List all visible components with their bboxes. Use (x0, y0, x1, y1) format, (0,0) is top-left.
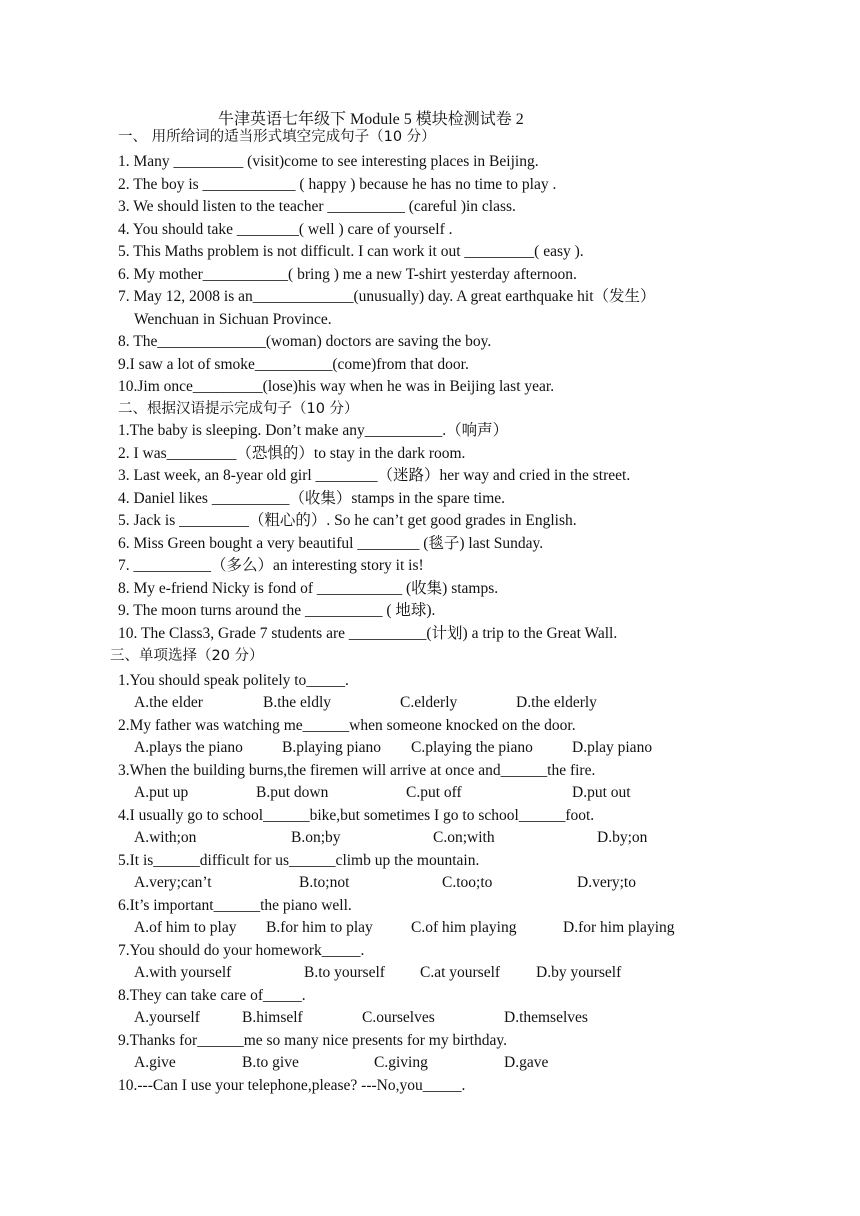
mc-question: 9.Thanks for______me so many nice presents for my birthday. (118, 1032, 507, 1049)
mc-option: D.play piano (572, 739, 653, 756)
mc-option: A.yourself (134, 1009, 200, 1026)
mc-option: B.for him to play (266, 919, 373, 936)
mc-option: B.the eldly (263, 694, 332, 711)
mc-option: D.themselves (504, 1009, 588, 1026)
mc-option: D.by yourself (536, 964, 622, 981)
mc-option: C.put off (406, 784, 462, 801)
mc-option: C.playing the piano (411, 739, 533, 756)
mc-option: A.with;on (134, 829, 197, 846)
mc-option: B.playing piano (282, 739, 382, 756)
mc-option: A.the elder (134, 694, 203, 711)
mc-option: D.very;to (577, 874, 636, 891)
mc-question: 10.---Can I use your telephone,please? ---No,you_____. (118, 1077, 466, 1094)
mc-option: A.very;can’t (134, 874, 212, 891)
section2-item: 9. The moon turns around the __________ ( 地球). (118, 602, 436, 619)
mc-option: C.on;with (433, 829, 495, 846)
section1-item: 3. We should listen to the teacher __________ (careful )in class. (118, 198, 516, 215)
section1-item: 10.Jim once_________(lose)his way when he was in Beijing last year. (118, 378, 555, 395)
section2-item: 1.The baby is sleeping. Don’t make any__________.（响声） (118, 422, 509, 439)
mc-option: B.on;by (291, 829, 341, 846)
section2-item: 2. I was_________（恐惧的）to stay in the dark room. (118, 445, 466, 462)
mc-option: C.giving (374, 1054, 428, 1071)
section2-item: 6. Miss Green bought a very beautiful ________ (毯子) last Sunday. (118, 535, 544, 552)
section3-heading: 三、单项选择（20 分） (110, 648, 264, 664)
section2-heading: 二、根据汉语提示完成句子（10 分） (118, 401, 359, 417)
mc-option: C.ourselves (362, 1009, 435, 1026)
section1-item: 8. The______________(woman) doctors are saving the boy. (118, 333, 492, 350)
section2-item: 7. __________（多么）an interesting story it is! (118, 557, 424, 574)
mc-option: B.himself (242, 1009, 303, 1026)
section1-item: 9.I saw a lot of smoke__________(come)from that door. (118, 356, 469, 373)
section2-item: 10. The Class3, Grade 7 students are __________(计划) a trip to the Great Wall. (118, 625, 618, 642)
mc-option: D.by;on (597, 829, 648, 846)
section1-item: 1. Many _________ (visit)come to see interesting places in Beijing. (118, 153, 539, 170)
section1-item: 2. The boy is ____________ ( happy ) because he has no time to play . (118, 176, 557, 193)
section1-item: 4. You should take ________( well ) care of yourself . (118, 221, 453, 238)
mc-option: D.the elderly (516, 694, 597, 711)
mc-question: 5.It is______difficult for us______climb up the mountain. (118, 852, 480, 869)
section2-item: 3. Last week, an 8-year old girl ________（迷路）her way and cried in the street. (118, 467, 631, 484)
mc-option: C.elderly (400, 694, 458, 711)
section1-item: 6. My mother___________( bring ) me a new T-shirt yesterday afternoon. (118, 266, 577, 283)
mc-option: A.plays the piano (134, 739, 243, 756)
mc-question: 4.I usually go to school______bike,but sometimes I go to school______foot. (118, 807, 595, 824)
section1-item-continuation: Wenchuan in Sichuan Province. (134, 311, 332, 328)
mc-question: 6.It’s important______the piano well. (118, 897, 352, 914)
mc-option: C.of him playing (411, 919, 517, 936)
section1-item: 7. May 12, 2008 is an_____________(unusually) day. A great earthquake hit（发生） (118, 288, 656, 305)
mc-option: A.of him to play (134, 919, 237, 936)
section2-item: 4. Daniel likes __________（收集）stamps in the spare time. (118, 490, 506, 507)
mc-option: D.gave (504, 1054, 549, 1071)
section2-item: 8. My e-friend Nicky is fond of ___________ (收集) stamps. (118, 580, 499, 597)
mc-option: A.with yourself (134, 964, 232, 981)
page-title: 牛津英语七年级下 Module 5 模块检测试卷 2 (218, 111, 524, 128)
mc-option: C.too;to (442, 874, 493, 891)
mc-option: D.for him playing (563, 919, 675, 936)
section1-item: 5. This Maths problem is not difficult. I can work it out _________( easy ). (118, 243, 584, 260)
mc-option: B.to yourself (304, 964, 385, 981)
mc-option: C.at yourself (420, 964, 501, 981)
mc-option: B.put down (256, 784, 329, 801)
mc-question: 8.They can take care of_____. (118, 987, 306, 1004)
mc-option: A.put up (134, 784, 189, 801)
mc-option: A.give (134, 1054, 176, 1071)
section1-heading: 一、 用所给词的适当形式填空完成句子（10 分） (118, 129, 436, 145)
mc-question: 7.You should do your homework_____. (118, 942, 365, 959)
mc-question: 1.You should speak politely to_____. (118, 672, 349, 689)
mc-question: 3.When the building burns,the firemen will arrive at once and______the fire. (118, 762, 596, 779)
mc-option: B.to;not (299, 874, 350, 891)
section2-item: 5. Jack is _________（粗心的）. So he can’t get good grades in English. (118, 512, 577, 529)
mc-option: D.put out (572, 784, 631, 801)
mc-question: 2.My father was watching me______when someone knocked on the door. (118, 717, 576, 734)
mc-option: B.to give (242, 1054, 299, 1071)
